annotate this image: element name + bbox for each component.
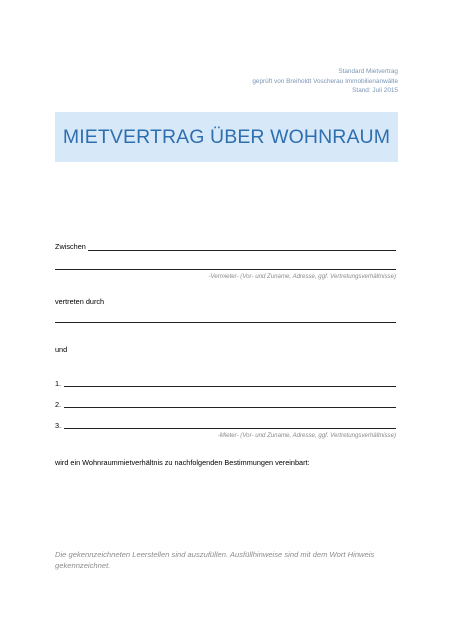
header-date: Stand: Juli 2015 — [352, 87, 398, 95]
document-header — [252, 67, 398, 96]
agreement-text: wird ein Wohnraummietverhältnis zu nachfolgenden Bestimmungen vereinbart: — [55, 458, 310, 467]
landlord-name-field[interactable] — [88, 250, 396, 251]
fill-in-hint: Die gekennzeichneten Leerstellen sind auszufüllen. Ausfüllhinweise sind mit dem Wort Hinweis gekennzeichnet. — [55, 550, 375, 570]
zwischen-label: Zwischen — [55, 242, 86, 251]
tenant-2-field[interactable] — [64, 407, 396, 408]
tenant-1-number: 1. — [55, 379, 62, 388]
tenant-2-number: 2. — [55, 400, 62, 409]
landlord-address-field[interactable] — [55, 269, 396, 270]
represented-by-label: vertreten durch — [55, 297, 105, 306]
tenant-3-field[interactable] — [64, 428, 396, 429]
tenant-3-number: 3. — [55, 421, 62, 430]
tenant-caption: -Mieter- (Vor- und Zuname, Adresse, ggf. Vertretungsverhältnisse) — [217, 432, 396, 439]
header-contract-type: Standard Mietvertrag — [338, 68, 398, 75]
document-title: MIETVERTRAG ÜBER WOHNRAUM — [62, 125, 391, 148]
header-reviewer: geprüft von Breiholdt Voscherau Immobilienanwälte — [252, 77, 398, 85]
and-label: und — [55, 345, 68, 354]
tenant-1-field[interactable] — [64, 386, 396, 387]
represented-by-field[interactable] — [55, 322, 396, 323]
title-banner — [55, 112, 398, 162]
landlord-caption: -Vermieter- (Vor- und Zuname, Adresse, ggf. Vertretungsverhältnisse) — [208, 273, 396, 280]
